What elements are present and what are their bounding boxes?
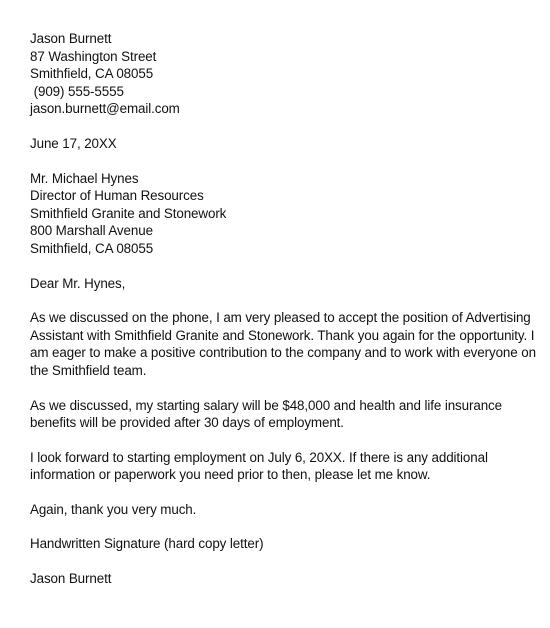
body-line: As we discussed, my starting salary will be $48,000 and health and life insurance (30, 397, 502, 413)
body-paragraph-3 (30, 449, 530, 484)
recipient-city-line: Smithfield, CA 08055 (30, 240, 154, 256)
sender-city-line: Smithfield, CA 08055 (30, 66, 154, 82)
body-line: am eager to make a positive contribution to the company and to work with everyone on (30, 345, 536, 361)
body-line: As we discussed on the phone, I am very pleased to accept the position of Advertising (30, 310, 531, 326)
sender-address-block (30, 30, 530, 118)
body-line: benefits will be provided after 30 days of employment. (30, 415, 344, 431)
sender-name: Jason Burnett (30, 31, 112, 46)
letter-date-block (30, 135, 530, 153)
signature-placeholder: Handwritten Signature (hard copy letter) (30, 536, 264, 552)
body-paragraph-4 (30, 501, 530, 519)
body-paragraph-1 (30, 309, 536, 379)
body-paragraph-2 (30, 397, 530, 432)
salutation-block (30, 275, 530, 293)
salutation: Dear Mr. Hynes, (30, 275, 126, 291)
sender-phone: (909) 555-5555 (30, 83, 124, 99)
letter-date: June 17, 20XX (30, 135, 117, 151)
sender-street: 87 Washington Street (30, 48, 157, 64)
recipient-street: 800 Marshall Avenue (30, 223, 153, 239)
body-line: Assistant with Smithfield Granite and Stonework. Thank you again for the opportunity. I (30, 327, 535, 343)
recipient-address-block (30, 170, 530, 258)
typed-name: Jason Burnett (30, 571, 112, 587)
typed-name-block (30, 570, 530, 588)
body-line: information or paperwork you need prior to then, please let me know. (30, 467, 431, 483)
recipient-title: Director of Human Resources (30, 188, 204, 204)
body-line: Again, thank you very much. (30, 501, 197, 517)
sender-email: jason.burnett@email.com (30, 101, 180, 117)
signature-block (30, 535, 530, 553)
body-line: I look forward to starting employment on July 6, 20XX. If there is any additional (30, 449, 488, 465)
recipient-company: Smithfield Granite and Stonework (30, 205, 227, 221)
body-line: the Smithfield team. (30, 362, 147, 378)
letter-page (30, 30, 536, 588)
recipient-name: Mr. Michael Hynes (30, 170, 139, 186)
